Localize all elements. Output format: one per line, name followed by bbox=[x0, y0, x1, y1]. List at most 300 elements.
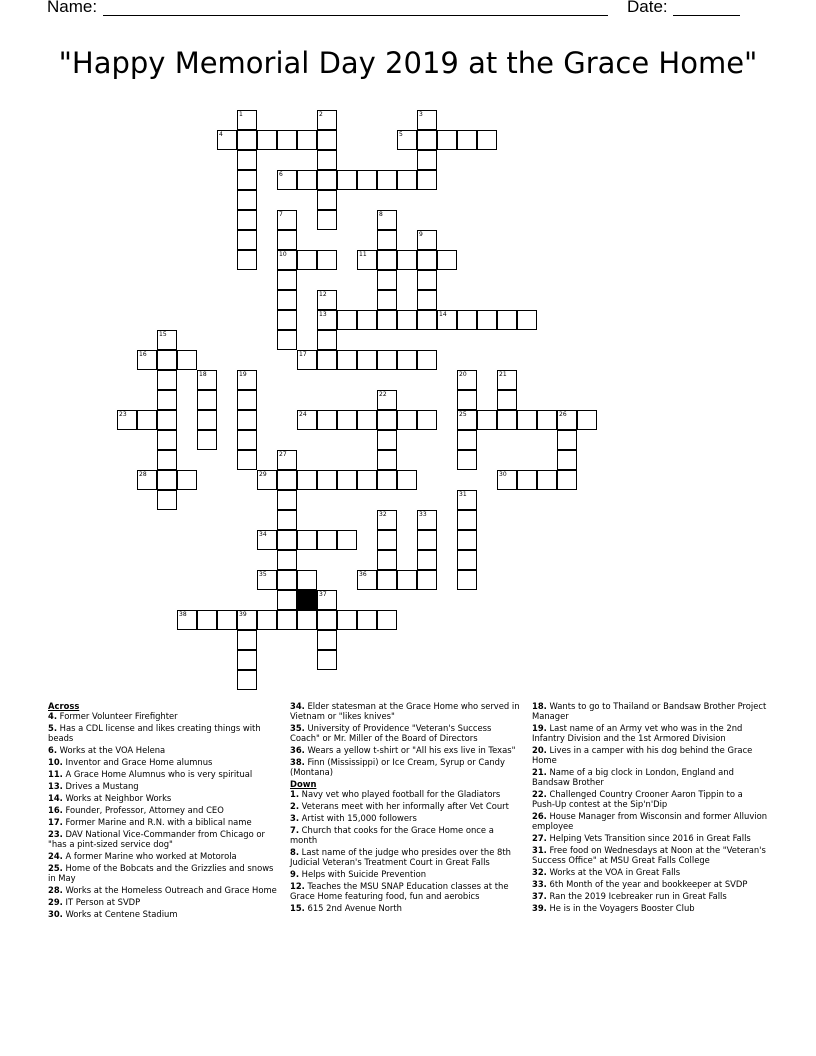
grid-cell[interactable] bbox=[457, 510, 477, 530]
clue bbox=[48, 885, 278, 895]
grid-cell[interactable] bbox=[277, 270, 297, 290]
clue-text: Church that cooks for the Grace Home once a month bbox=[290, 825, 494, 845]
grid-cell[interactable] bbox=[417, 250, 437, 270]
grid-cell[interactable] bbox=[357, 310, 377, 330]
clue bbox=[532, 903, 768, 913]
clue bbox=[532, 789, 768, 809]
clue-number: 28 bbox=[139, 471, 147, 478]
clue-number: 25 bbox=[459, 411, 467, 418]
clue-text: Elder statesman at the Grace Home who served in Vietnam or "likes knives" bbox=[290, 701, 520, 721]
grid-cell[interactable] bbox=[497, 410, 517, 430]
clue-text: Has a CDL license and likes creating things with beads bbox=[48, 723, 261, 743]
clue-text: Founder, Professor, Attorney and CEO bbox=[62, 805, 224, 815]
clue-heading: Down bbox=[290, 779, 317, 789]
grid-cell[interactable] bbox=[157, 490, 177, 510]
clue bbox=[290, 789, 522, 799]
clue-text: Ran the 2019 Icebreaker run in Great Falls bbox=[546, 891, 727, 901]
clue-number: 15 bbox=[159, 331, 167, 338]
clues-column-3 bbox=[532, 701, 768, 915]
clue-number-label: 24. bbox=[48, 851, 63, 861]
clue-text: Former Marine and R.N. with a biblical name bbox=[62, 817, 252, 827]
clue-number: 10 bbox=[279, 251, 287, 258]
grid-cell[interactable] bbox=[157, 470, 177, 490]
grid-cell[interactable] bbox=[557, 430, 577, 450]
grid-cell[interactable] bbox=[477, 310, 497, 330]
clue-number: 17 bbox=[299, 351, 307, 358]
clue-number-label: 32. bbox=[532, 867, 547, 877]
grid-cell[interactable] bbox=[277, 550, 297, 570]
clue bbox=[48, 805, 278, 815]
grid-cell[interactable] bbox=[377, 170, 397, 190]
grid-cell[interactable] bbox=[317, 250, 337, 270]
grid-cell[interactable] bbox=[197, 390, 217, 410]
grid-cell[interactable] bbox=[357, 350, 377, 370]
grid-cell[interactable] bbox=[377, 350, 397, 370]
clue bbox=[532, 701, 768, 721]
grid-cell[interactable] bbox=[377, 270, 397, 290]
name-field[interactable] bbox=[103, 15, 608, 16]
grid-cell[interactable] bbox=[377, 570, 397, 590]
clue-text: Works at the Homeless Outreach and Grace Home bbox=[62, 885, 277, 895]
name-label: Name: bbox=[47, 0, 98, 16]
grid-cell[interactable] bbox=[537, 410, 557, 430]
clue-number: 21 bbox=[499, 371, 507, 378]
grid-cell[interactable] bbox=[417, 150, 437, 170]
clue-number-label: 33. bbox=[532, 879, 547, 889]
clue-number-label: 5. bbox=[48, 723, 58, 733]
clue-number: 30 bbox=[499, 471, 507, 478]
clue bbox=[290, 881, 522, 901]
grid-cell[interactable] bbox=[397, 350, 417, 370]
grid-cell[interactable] bbox=[317, 130, 337, 150]
clue-number-label: 8. bbox=[290, 847, 300, 857]
grid-cell[interactable] bbox=[157, 350, 177, 370]
grid-cell[interactable] bbox=[237, 650, 257, 670]
clue-number: 39 bbox=[239, 611, 247, 618]
grid-cell[interactable] bbox=[337, 530, 357, 550]
grid-cell[interactable] bbox=[457, 550, 477, 570]
clue-number-label: 31. bbox=[532, 845, 547, 855]
clue-number-label: 12. bbox=[290, 881, 305, 891]
grid-cell[interactable] bbox=[217, 610, 237, 630]
clue-text: IT Person at SVDP bbox=[62, 897, 141, 907]
clue-text: Former Volunteer Firefighter bbox=[57, 711, 178, 721]
clue bbox=[48, 863, 278, 883]
clue-number-label: 27. bbox=[532, 833, 547, 843]
clue bbox=[48, 817, 278, 827]
clue bbox=[290, 723, 522, 743]
clue bbox=[48, 781, 278, 791]
grid-cell[interactable] bbox=[317, 630, 337, 650]
grid-cell[interactable] bbox=[237, 390, 257, 410]
clue-number: 37 bbox=[319, 591, 327, 598]
grid-cell[interactable] bbox=[317, 650, 337, 670]
clue-number: 35 bbox=[259, 571, 267, 578]
clue-number: 23 bbox=[119, 411, 127, 418]
clue-number-label: 4. bbox=[48, 711, 58, 721]
grid-cell[interactable] bbox=[237, 450, 257, 470]
clue-text: Wants to go to Thailand or Bandsaw Brother Project Manager bbox=[532, 701, 767, 721]
clue-number: 24 bbox=[299, 411, 307, 418]
grid-cell[interactable] bbox=[417, 290, 437, 310]
grid-cell[interactable] bbox=[397, 250, 417, 270]
grid-cell[interactable] bbox=[377, 530, 397, 550]
grid-cell[interactable] bbox=[417, 550, 437, 570]
grid-cell[interactable] bbox=[257, 610, 277, 630]
grid-cell[interactable] bbox=[357, 470, 377, 490]
clue-text: Navy vet who played football for the Gladiators bbox=[299, 789, 501, 799]
clue-number-label: 16. bbox=[48, 805, 63, 815]
grid-cell[interactable] bbox=[377, 310, 397, 330]
grid-cell[interactable] bbox=[457, 390, 477, 410]
grid-cell[interactable] bbox=[277, 610, 297, 630]
clue-number: 8 bbox=[379, 211, 383, 218]
grid-cell[interactable] bbox=[377, 230, 397, 250]
grid-cell[interactable] bbox=[297, 170, 317, 190]
grid-cell[interactable] bbox=[277, 290, 297, 310]
clue-text: Inventor and Grace Home alumnus bbox=[62, 757, 213, 767]
grid-cell[interactable] bbox=[517, 310, 537, 330]
clue-number: 14 bbox=[439, 311, 447, 318]
grid-cell[interactable] bbox=[457, 530, 477, 550]
grid-cell[interactable] bbox=[237, 230, 257, 250]
clue bbox=[290, 701, 522, 721]
grid-cell[interactable] bbox=[317, 170, 337, 190]
clue-text: DAV National Vice-Commander from Chicago or "has a pint-sized service dog" bbox=[48, 829, 265, 849]
grid-cell[interactable] bbox=[317, 350, 337, 370]
clue-text: Helps with Suicide Prevention bbox=[299, 869, 427, 879]
clue bbox=[48, 829, 278, 849]
grid-cell[interactable] bbox=[437, 130, 457, 150]
clue-number: 32 bbox=[379, 511, 387, 518]
grid-cell[interactable] bbox=[557, 450, 577, 470]
clue-number-label: 10. bbox=[48, 757, 63, 767]
grid-cell[interactable] bbox=[377, 610, 397, 630]
clue-number: 34 bbox=[259, 531, 267, 538]
clue bbox=[532, 833, 768, 843]
clue-number: 9 bbox=[419, 231, 423, 238]
clue-text: Artist with 15,000 followers bbox=[299, 813, 417, 823]
grid-cell[interactable] bbox=[397, 470, 417, 490]
grid-cell[interactable] bbox=[257, 130, 277, 150]
grid-cell[interactable] bbox=[317, 330, 337, 350]
clue-number: 27 bbox=[279, 451, 287, 458]
clue-number-label: 2. bbox=[290, 801, 300, 811]
clue-number: 19 bbox=[239, 371, 247, 378]
grid-cell[interactable] bbox=[237, 210, 257, 230]
date-label: Date: bbox=[627, 0, 668, 16]
clue bbox=[48, 711, 278, 721]
grid-cell[interactable] bbox=[377, 250, 397, 270]
clue-text: 6th Month of the year and bookkeeper at SVDP bbox=[546, 879, 748, 889]
clue bbox=[290, 745, 522, 755]
grid-cell[interactable] bbox=[277, 530, 297, 550]
grid-cell[interactable] bbox=[417, 130, 437, 150]
grid-cell[interactable] bbox=[277, 510, 297, 530]
grid-cell[interactable] bbox=[377, 290, 397, 310]
clue bbox=[532, 723, 768, 743]
grid-cell[interactable] bbox=[477, 410, 497, 430]
clue bbox=[48, 769, 278, 779]
clue-number: 6 bbox=[279, 171, 283, 178]
clue bbox=[290, 825, 522, 845]
grid-cell[interactable] bbox=[277, 310, 297, 330]
grid-cell[interactable] bbox=[317, 210, 337, 230]
grid-cell[interactable] bbox=[397, 310, 417, 330]
clue bbox=[48, 793, 278, 803]
clue-text: A former Marine who worked at Motorola bbox=[62, 851, 237, 861]
clue-number: 31 bbox=[459, 491, 467, 498]
grid-cell[interactable] bbox=[297, 530, 317, 550]
clue-text: House Manager from Wisconsin and former Alluvion employee bbox=[532, 811, 768, 831]
clue-number: 3 bbox=[419, 111, 423, 118]
grid-cell[interactable] bbox=[277, 470, 297, 490]
clue-text: Works at Centene Stadium bbox=[62, 909, 178, 919]
grid-cell[interactable] bbox=[417, 410, 437, 430]
clue-number: 4 bbox=[219, 131, 223, 138]
clue-number-label: 19. bbox=[532, 723, 547, 733]
grid-cell[interactable] bbox=[237, 410, 257, 430]
date-field[interactable] bbox=[673, 15, 740, 16]
grid-cell[interactable] bbox=[237, 130, 257, 150]
grid-cell[interactable] bbox=[417, 350, 437, 370]
grid-cell[interactable] bbox=[297, 570, 317, 590]
puzzle-title: "Happy Memorial Day 2019 at the Grace Home" bbox=[58, 46, 758, 80]
clue-number-label: 20. bbox=[532, 745, 547, 755]
grid-cell[interactable] bbox=[317, 610, 337, 630]
grid-cell[interactable] bbox=[157, 450, 177, 470]
clue-number-label: 18. bbox=[532, 701, 547, 711]
clue-number-label: 9. bbox=[290, 869, 300, 879]
grid-cell[interactable] bbox=[457, 570, 477, 590]
grid-cell[interactable] bbox=[157, 370, 177, 390]
header bbox=[47, 0, 747, 21]
clue bbox=[532, 767, 768, 787]
clue-number-label: 22. bbox=[532, 789, 547, 799]
grid-cell[interactable] bbox=[437, 250, 457, 270]
clue-text: Wears a yellow t-shirt or "All his exs live in Texas" bbox=[304, 745, 516, 755]
grid-cell[interactable] bbox=[497, 390, 517, 410]
grid-cell[interactable] bbox=[277, 330, 297, 350]
grid-cell[interactable] bbox=[157, 390, 177, 410]
clue-number-label: 1. bbox=[290, 789, 300, 799]
clue-number: 7 bbox=[279, 211, 283, 218]
grid-cell[interactable] bbox=[457, 430, 477, 450]
clue-text: Works at the VOA Helena bbox=[57, 745, 166, 755]
clue-text: Name of a big clock in London, England and Bandsaw Brother bbox=[532, 767, 734, 787]
clue-text: Teaches the MSU SNAP Education classes at the Grace Home featuring food, fun and aerobics bbox=[290, 881, 509, 901]
clue-number: 13 bbox=[319, 311, 327, 318]
clue-number-label: 23. bbox=[48, 829, 63, 839]
clue bbox=[532, 845, 768, 865]
clue-number: 29 bbox=[259, 471, 267, 478]
grid-cell[interactable] bbox=[357, 410, 377, 430]
shaded-cell bbox=[297, 590, 317, 610]
grid-cell[interactable] bbox=[417, 270, 437, 290]
clue-number: 2 bbox=[319, 111, 323, 118]
clue-number-label: 14. bbox=[48, 793, 63, 803]
grid-cell[interactable] bbox=[397, 570, 417, 590]
grid-cell[interactable] bbox=[237, 170, 257, 190]
grid-cell[interactable] bbox=[337, 170, 357, 190]
grid-cell[interactable] bbox=[197, 610, 217, 630]
grid-cell[interactable] bbox=[357, 170, 377, 190]
clue-number-label: 38. bbox=[290, 757, 305, 767]
grid-cell[interactable] bbox=[357, 610, 377, 630]
grid-cell[interactable] bbox=[397, 410, 417, 430]
clue-text: Drives a Mustang bbox=[62, 781, 139, 791]
clue-text: Helping Vets Transition since 2016 in Great Falls bbox=[546, 833, 751, 843]
grid-cell[interactable] bbox=[377, 470, 397, 490]
grid-cell[interactable] bbox=[237, 430, 257, 450]
clue-number: 11 bbox=[359, 251, 367, 258]
clue bbox=[290, 847, 522, 867]
grid-cell[interactable] bbox=[377, 430, 397, 450]
grid-cell[interactable] bbox=[137, 410, 157, 430]
grid-cell[interactable] bbox=[457, 130, 477, 150]
grid-cell[interactable] bbox=[417, 170, 437, 190]
grid-cell[interactable] bbox=[297, 250, 317, 270]
grid-cell[interactable] bbox=[457, 450, 477, 470]
grid-cell[interactable] bbox=[317, 470, 337, 490]
grid-cell[interactable] bbox=[517, 470, 537, 490]
grid-cell[interactable] bbox=[417, 570, 437, 590]
clue-text: Finn (Mississippi) or Ice Cream, Syrup or Candy (Montana) bbox=[290, 757, 505, 777]
clue-number: 36 bbox=[359, 571, 367, 578]
grid-cell[interactable] bbox=[277, 130, 297, 150]
clue-number-label: 35. bbox=[290, 723, 305, 733]
grid-cell[interactable] bbox=[297, 470, 317, 490]
grid-cell[interactable] bbox=[237, 250, 257, 270]
clue-text: He is in the Voyagers Booster Club bbox=[546, 903, 695, 913]
grid-cell[interactable] bbox=[277, 230, 297, 250]
grid-cell[interactable] bbox=[177, 470, 197, 490]
grid-cell[interactable] bbox=[197, 430, 217, 450]
clue bbox=[290, 869, 522, 879]
clue-text: University of Providence "Veteran's Success Coach" or Mr. Miller of the Board of Directors bbox=[290, 723, 492, 743]
clue-number: 22 bbox=[379, 391, 387, 398]
clue bbox=[290, 757, 522, 777]
clue bbox=[48, 745, 278, 755]
grid-cell[interactable] bbox=[157, 410, 177, 430]
grid-cell[interactable] bbox=[377, 450, 397, 470]
grid-cell[interactable] bbox=[557, 470, 577, 490]
clue bbox=[290, 903, 522, 913]
grid-cell[interactable] bbox=[577, 410, 597, 430]
clue-text: Free food on Wednesdays at Noon at the "Veteran's Success Office" at MSU Great Falls College bbox=[532, 845, 766, 865]
clue-number-label: 17. bbox=[48, 817, 63, 827]
grid-cell[interactable] bbox=[297, 610, 317, 630]
clue bbox=[48, 851, 278, 861]
clue-number: 16 bbox=[139, 351, 147, 358]
clue-text: Veterans meet with her informally after Vet Court bbox=[299, 801, 509, 811]
clue-text: Challenged Country Crooner Aaron Tippin to a Push-Up contest at the Sip'n'Dip bbox=[532, 789, 743, 809]
clue-number-label: 34. bbox=[290, 701, 305, 711]
clue-text: Last name of an Army vet who was in the 2nd Infantry Division and the 1st Armored Division bbox=[532, 723, 743, 743]
grid-cell[interactable] bbox=[417, 530, 437, 550]
grid-cell[interactable] bbox=[277, 590, 297, 610]
grid-cell[interactable] bbox=[457, 310, 477, 330]
clue bbox=[48, 897, 278, 907]
grid-cell[interactable] bbox=[477, 130, 497, 150]
clue bbox=[48, 909, 278, 919]
clue-text: 615 2nd Avenue North bbox=[304, 903, 402, 913]
clue-number-label: 30. bbox=[48, 909, 63, 919]
grid-cell[interactable] bbox=[377, 410, 397, 430]
grid-cell[interactable] bbox=[337, 470, 357, 490]
clue-number-label: 7. bbox=[290, 825, 300, 835]
clue bbox=[290, 801, 522, 811]
grid-cell[interactable] bbox=[317, 150, 337, 170]
clues-column-2 bbox=[290, 701, 522, 915]
grid-cell[interactable] bbox=[277, 490, 297, 510]
clue-text: Last name of the judge who presides over the 8th Judicial Veteran's Treatment Court in Great Falls bbox=[290, 847, 511, 867]
grid-cell[interactable] bbox=[397, 170, 417, 190]
grid-cell[interactable] bbox=[337, 310, 357, 330]
grid-cell[interactable] bbox=[277, 570, 297, 590]
clue bbox=[532, 745, 768, 765]
clue bbox=[48, 757, 278, 767]
clue-number: 18 bbox=[199, 371, 207, 378]
grid-cell[interactable] bbox=[517, 410, 537, 430]
grid-cell[interactable] bbox=[177, 350, 197, 370]
grid-cell[interactable] bbox=[157, 430, 177, 450]
grid-cell[interactable] bbox=[297, 130, 317, 150]
grid-cell[interactable] bbox=[537, 470, 557, 490]
grid-cell[interactable] bbox=[337, 610, 357, 630]
grid-cell[interactable] bbox=[377, 550, 397, 570]
clue bbox=[532, 879, 768, 889]
clue-text: Home of the Bobcats and the Grizzlies and snows in May bbox=[48, 863, 274, 883]
clue-number-label: 21. bbox=[532, 767, 547, 777]
clue-number-label: 3. bbox=[290, 813, 300, 823]
clue-number-label: 13. bbox=[48, 781, 63, 791]
grid-cell[interactable] bbox=[317, 530, 337, 550]
grid-cell[interactable] bbox=[497, 310, 517, 330]
clue-number: 5 bbox=[399, 131, 403, 138]
clue-number: 38 bbox=[179, 611, 187, 618]
clue-number: 33 bbox=[419, 511, 427, 518]
grid-cell[interactable] bbox=[337, 410, 357, 430]
clue-heading: Across bbox=[48, 701, 80, 711]
clue-number: 1 bbox=[239, 111, 243, 118]
clue-text: Lives in a camper with his dog behind the Grace Home bbox=[532, 745, 753, 765]
clue-number-label: 29. bbox=[48, 897, 63, 907]
grid-cell[interactable] bbox=[237, 190, 257, 210]
grid-cell[interactable] bbox=[237, 670, 257, 690]
clue bbox=[290, 813, 522, 823]
clue bbox=[532, 867, 768, 877]
clue-number-label: 26. bbox=[532, 811, 547, 821]
grid-cell[interactable] bbox=[237, 150, 257, 170]
clue-number: 12 bbox=[319, 291, 327, 298]
clue-number-label: 28. bbox=[48, 885, 63, 895]
clue bbox=[532, 811, 768, 831]
clue-text: Works at Neighbor Works bbox=[62, 793, 172, 803]
grid-cell[interactable] bbox=[197, 410, 217, 430]
clue-text: Works at the VOA in Great Falls bbox=[546, 867, 681, 877]
clue-number-label: 11. bbox=[48, 769, 63, 779]
clue bbox=[532, 891, 768, 901]
grid-cell[interactable] bbox=[417, 310, 437, 330]
grid-cell[interactable] bbox=[237, 630, 257, 650]
clue-number-label: 6. bbox=[48, 745, 58, 755]
grid-cell[interactable] bbox=[317, 190, 337, 210]
clues-column-1 bbox=[48, 701, 278, 921]
grid-cell[interactable] bbox=[337, 350, 357, 370]
grid-cell[interactable] bbox=[317, 410, 337, 430]
clue-number-label: 39. bbox=[532, 903, 547, 913]
